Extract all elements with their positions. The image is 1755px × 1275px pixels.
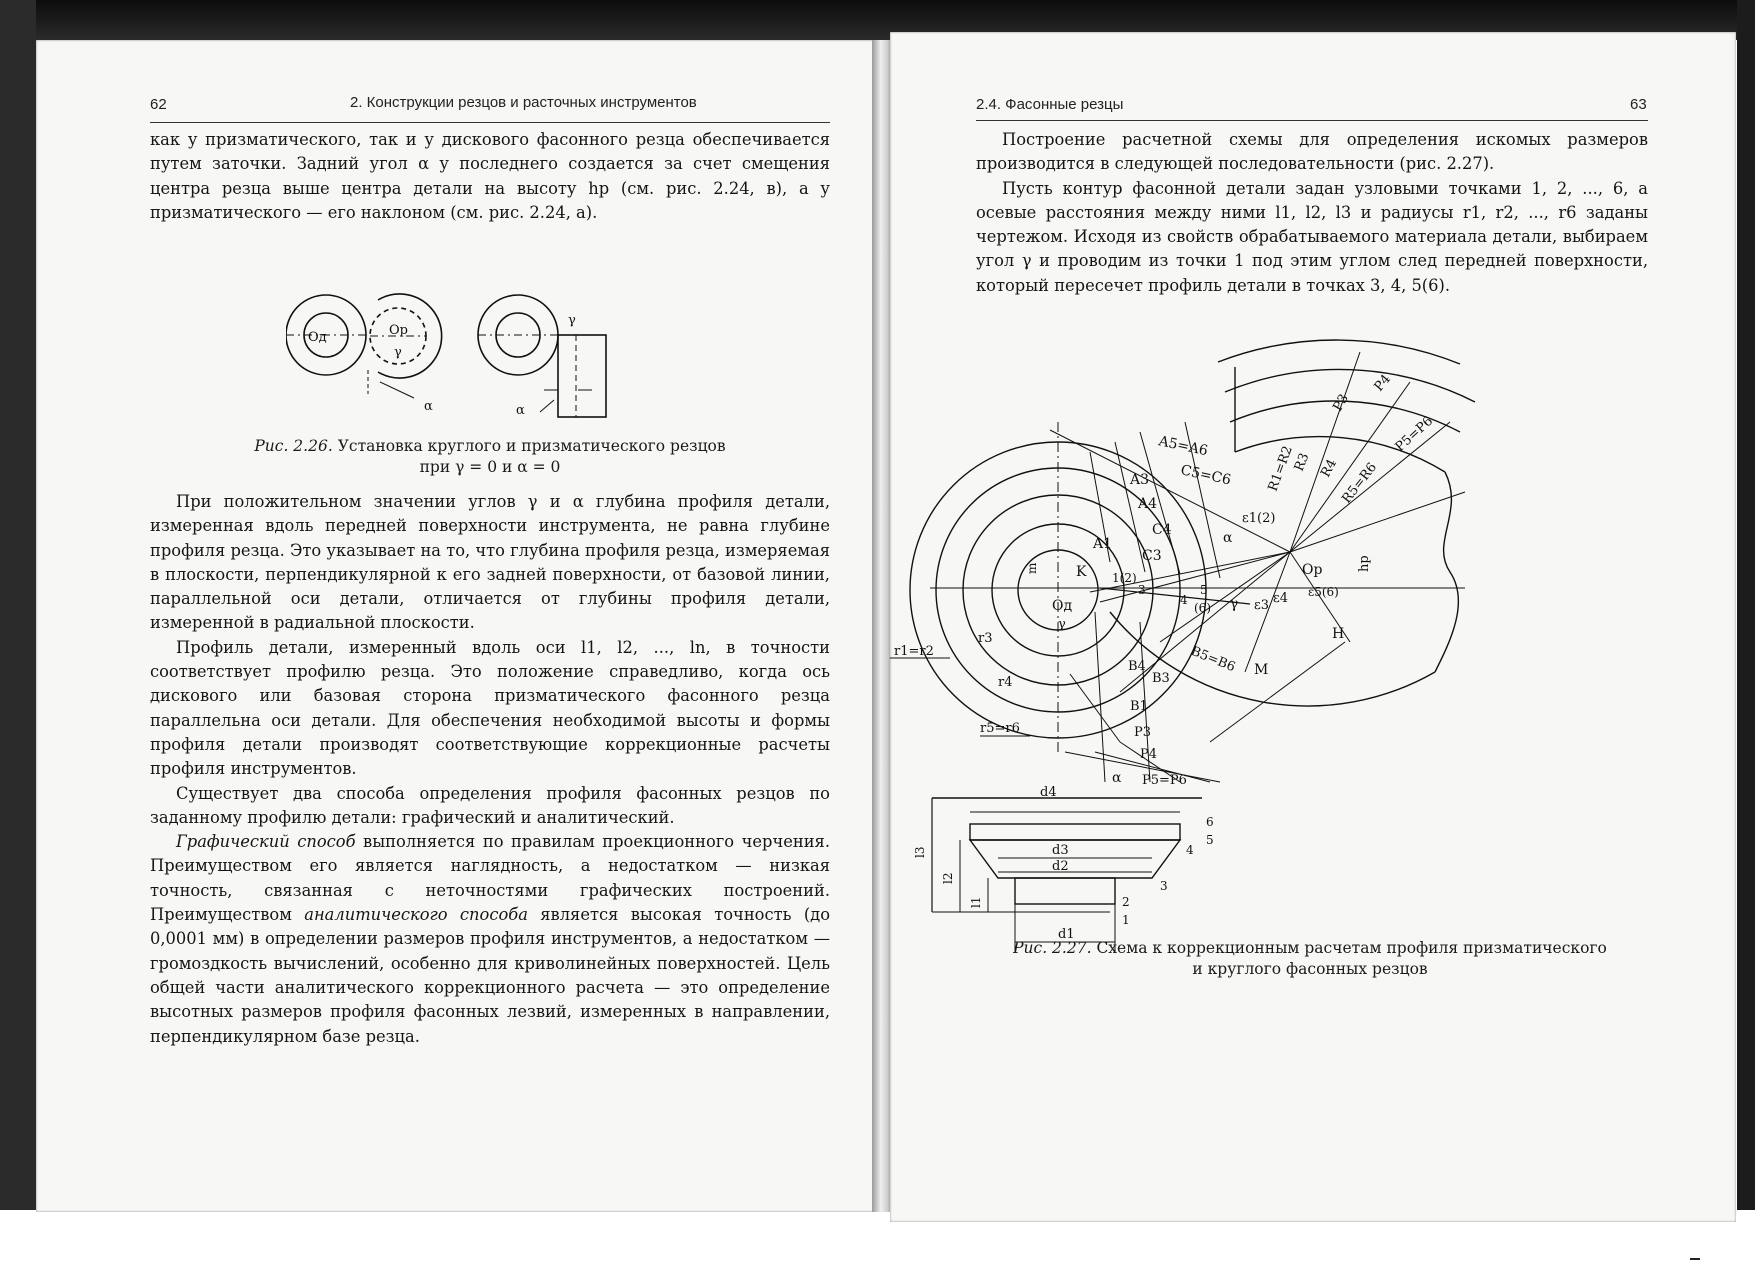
fig-label: P3: [1134, 725, 1152, 740]
paragraph-3: Существует два способа определения профиля фасонных резцов по заданному профилю детали: графический и аналитический.: [150, 783, 830, 827]
fig-label: B3: [1152, 671, 1170, 686]
fig-label: d2: [1052, 859, 1069, 874]
header-rule: [150, 122, 830, 123]
fig-label: 5: [1206, 833, 1214, 847]
figure-2-26: [286, 280, 646, 420]
label-Od: Oд: [308, 330, 327, 345]
fig-label: B1: [1130, 699, 1148, 714]
running-head: 2. Конструкции резцов и расточных инструментов: [350, 94, 697, 111]
paragraph-1: При положительном значении углов γ и α глубина профиля детали, измеренная вдоль передней поверхности инструмента, не равна глубине профиля резца. Это указывает на то, что глубина профиля резца, измеряемая в плоскости, перпендикулярной к его задней поверхности, от базовой линии, параллельной оси детали, отличается от глубины профиля детали, измеренной в радиальной плоскости.: [150, 492, 830, 633]
fig-label: ε5(6): [1308, 585, 1339, 599]
fig-label: 1(2): [1112, 571, 1137, 585]
fig-label: B5=B6: [1188, 643, 1238, 676]
fig-label: 3: [1138, 583, 1146, 597]
fig-label: 1: [1122, 913, 1130, 927]
fig-label: A1: [1093, 536, 1113, 552]
fig-label: (6): [1194, 601, 1211, 615]
fig-label: C3: [1142, 548, 1162, 564]
fig-label: C4: [1152, 522, 1172, 538]
fig-label: P5=P6: [1392, 413, 1437, 455]
fig-label: B4: [1128, 659, 1146, 674]
paragraph-2: Пусть контур фасонной детали задан узловыми точками 1, 2, ..., 6, а осевые расстояния между ними l1, l2, l3 и радиусы r1, r2, ..., r6 заданы чертежом. Исходя из свойств обрабатываемого материала детали, выбираем угол γ и проводим из точки 1 под этим углом след передней поверхности, который пересечет профиль детали в точках 3, 4, 5(6).: [976, 178, 1648, 295]
fig-label: 2: [1122, 895, 1130, 909]
fig-label: R3: [1291, 451, 1313, 474]
fig-label: r3: [978, 631, 993, 646]
fig-label: A3: [1130, 472, 1150, 488]
fig-label: 4: [1180, 593, 1188, 607]
body-text-left: [150, 490, 830, 1049]
scan-mark: [1690, 1258, 1700, 1260]
label-gamma-1: γ: [394, 345, 402, 360]
fig-label: α: [1112, 770, 1122, 786]
label-Op: Oр: [389, 323, 408, 338]
page-number: 63: [1630, 96, 1647, 113]
fig-label: ε4: [1273, 591, 1289, 606]
running-head: 2.4. Фасонные резцы: [976, 96, 1124, 113]
fig-label: R4: [1318, 456, 1341, 480]
fig-label: A4: [1138, 496, 1158, 512]
fig-label: r4: [998, 675, 1013, 690]
fig-label: 3: [1160, 879, 1168, 893]
fig-label: P4: [1371, 371, 1395, 395]
fig-label: R5=R6: [1339, 460, 1381, 507]
body-text-right: [976, 128, 1648, 298]
fig-label: r5=r6: [980, 721, 1020, 736]
figure-2-27: [890, 312, 1736, 952]
fig-label: α: [1223, 530, 1233, 546]
fig-label: P5=P6: [1142, 773, 1187, 788]
fig-label: d1: [1058, 927, 1075, 942]
fig-label: l1: [969, 896, 983, 908]
fig-label: 4: [1186, 843, 1194, 857]
fig-label: γ: [1058, 617, 1066, 632]
header-rule: [976, 120, 1648, 121]
label-alpha-2: α: [516, 403, 525, 418]
fig-label: Oд: [1052, 598, 1073, 614]
fig-label: m: [1025, 562, 1039, 574]
fig-label: H: [1332, 626, 1345, 642]
fig-label: hр: [1357, 555, 1372, 572]
fig-label: K: [1076, 564, 1087, 580]
fig-label: ε3: [1254, 598, 1270, 613]
fig-label: d4: [1040, 785, 1057, 800]
fig-label: P3: [1330, 391, 1352, 414]
fig-label: M: [1254, 662, 1269, 678]
fig-label: P4: [1140, 747, 1158, 762]
label-gamma-2: γ: [568, 313, 576, 328]
page-number: 62: [150, 96, 167, 113]
fig-label: R1=R2: [1265, 444, 1296, 494]
left-page: [36, 40, 876, 1212]
fig-label: C5=C6: [1179, 462, 1233, 489]
label-alpha-1: α: [424, 399, 433, 414]
scan-border-right: [1737, 0, 1755, 1275]
caption-2-26: Рис. 2.26. Установка круглого и призматического резцов при γ = 0 и α = 0: [254, 437, 726, 476]
paragraph-4: Графический способ выполняется по правилам проекционного черчения. Преимуществом его является наглядность, а недостатком — низкая точность, связанная с неточностями графических построений. Преимуществом аналитического способа является высокая точность (до 0,0001 мм) в определении размеров профиля инструментов, а недостатком — громоздкость вычислений, особенно для криволинейных поверхностей. Цель общей части аналитического коррекционного расчета — это определение высотных размеров профиля фасонных лезвий, измеренных в направлении, перпендикулярном базе резца.: [150, 832, 830, 1046]
fig-label: d3: [1052, 843, 1069, 858]
intro-paragraph: как у призматического, так и у дискового фасонного резца обеспечивается путем заточки. Задний угол α у последнего создается за счет смещения центра резца выше центра детали на высоту hр (см. рис. 2.24, в), а у призматического — его наклоном (см. рис. 2.24, а).: [150, 130, 830, 222]
fig-label: A5=A6: [1157, 433, 1210, 460]
fig-label: r1=r2: [894, 644, 934, 659]
fig-label: l2: [941, 872, 955, 884]
fig-label: ε1(2): [1242, 511, 1276, 526]
scan-border-left: [0, 0, 36, 1275]
fig-label: 6: [1206, 815, 1214, 829]
fig-label: Oр: [1302, 562, 1323, 578]
paragraph-1: Построение расчетной схемы для определения искомых размеров производится в следующей последовательности (рис. 2.27).: [976, 130, 1648, 174]
fig-label: 5: [1200, 583, 1208, 597]
right-page: [890, 32, 1736, 1222]
fig-label: γ: [1230, 596, 1239, 612]
paragraph-2: Профиль детали, измеренный вдоль оси l1, l2, ..., ln, в точности соответствует профилю резца. Это положение справедливо, когда ось дискового или базовая сторона призматического фасонного резца параллельна оси детали. Для обеспечения необходимой высоты и формы профиля детали производят соответствующие коррекционные расчеты профиля инструментов.: [150, 637, 830, 779]
caption-2-27: Рис. 2.27. Схема к коррекционным расчетам профиля призматического и круглого фасонных резцов: [1013, 939, 1607, 978]
fig-label: l3: [913, 846, 927, 858]
